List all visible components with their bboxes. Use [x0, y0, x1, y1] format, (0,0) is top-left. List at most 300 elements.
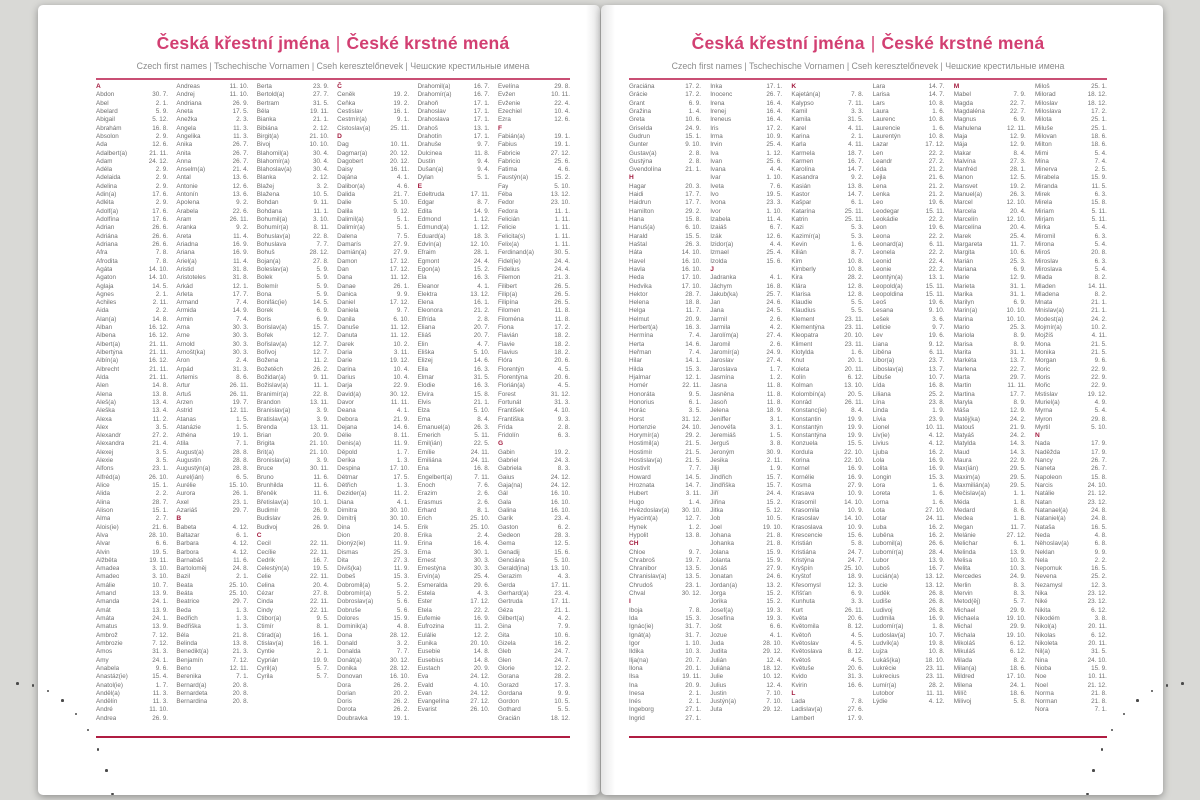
name-row: [337, 249, 409, 257]
name-day-date: 25. 6.: [554, 157, 570, 165]
first-name: Flavie: [497, 340, 515, 348]
first-name: Borek: [256, 307, 274, 315]
first-name: Alžběta: [96, 556, 118, 564]
first-name: Mirela: [1034, 199, 1053, 207]
name-day-date: 14. 1.: [685, 357, 701, 365]
name-day-date: 1. 6.: [932, 490, 945, 498]
name-row: [1035, 349, 1107, 357]
name-day-date: 9. 4.: [477, 166, 490, 174]
name-day-date: 22. 9.: [1009, 457, 1026, 465]
name-row: [1035, 640, 1107, 648]
first-name: Branimír(a): [256, 390, 289, 398]
corner-dots-decoration-right: [1072, 689, 1192, 782]
first-name: Lubomil(a): [872, 540, 903, 548]
name-day-date: 6. 5.: [236, 473, 249, 481]
section-letter: G: [497, 440, 504, 448]
name-row: [629, 515, 701, 523]
first-name: Erna: [417, 548, 431, 556]
first-name: Bořek: [256, 332, 274, 340]
first-name: Julián: [710, 656, 727, 664]
name-row: [337, 241, 409, 249]
name-day-date: 31. 3.: [847, 673, 864, 681]
name-day-date: 6. 9.: [316, 315, 329, 323]
name-day-date: 10. 9.: [847, 490, 864, 498]
name-day-date: 14. 7.: [847, 166, 864, 174]
name-row: [96, 499, 168, 507]
first-name: Lenka: [872, 191, 890, 199]
first-name: Jiljí: [710, 465, 720, 473]
name-day-date: 13. 9.: [152, 606, 168, 614]
first-name: Ludvík(a): [872, 639, 899, 647]
name-day-date: 4. 6.: [396, 182, 410, 190]
first-name: Nancy: [1034, 457, 1053, 465]
name-row: [257, 540, 329, 548]
first-name: Bazil: [176, 573, 191, 581]
name-day-date: 17. 10.: [389, 465, 410, 473]
name-day-date: 11. 4.: [766, 216, 783, 223]
name-day-date: 14. 7.: [847, 191, 864, 199]
first-name: Bernardina: [176, 698, 208, 706]
name-row: [498, 424, 570, 432]
name-day-date: 30. 4.: [313, 166, 329, 174]
name-row: [791, 316, 863, 324]
first-name: Nikol(a): [1034, 623, 1057, 631]
first-name: Miromil: [1034, 232, 1056, 240]
first-name: Grant: [629, 99, 645, 107]
name-row: [791, 183, 863, 191]
name-row: [954, 174, 1026, 182]
name-day-date: 25. 4.: [1009, 232, 1026, 240]
first-name: Ivan: [710, 157, 723, 165]
name-day-date: 4. 4.: [769, 166, 783, 174]
name-day-date: 6. 10.: [393, 315, 410, 323]
name-day-date: 4. 1.: [477, 282, 490, 290]
section-letter: F: [497, 124, 502, 132]
first-name: Antal: [176, 174, 191, 182]
name-day-date: 16. 9.: [232, 240, 249, 248]
first-name: Arne: [176, 332, 190, 340]
first-name: Klement: [791, 315, 815, 323]
name-row: [498, 191, 570, 199]
name-row: [873, 465, 945, 473]
first-name: Lambert: [791, 714, 815, 722]
name-day-date: 18. 7.: [847, 149, 864, 157]
name-day-date: 12. 10.: [1006, 199, 1026, 207]
name-row: [954, 141, 1026, 149]
name-row: [954, 233, 1026, 241]
first-name: Emerich: [417, 432, 441, 440]
first-name: Lora: [872, 482, 886, 489]
name-day-date: 21. 2.: [473, 307, 490, 315]
first-name: Drahomír(a): [417, 91, 452, 99]
name-day-date: 3. 9.: [316, 407, 329, 415]
name-row: [418, 349, 490, 357]
title-separator: |: [870, 33, 876, 53]
name-row: [1035, 391, 1107, 399]
first-name: Marilyn: [953, 299, 975, 307]
name-row: [629, 557, 701, 565]
name-day-date: 21. 8.: [766, 540, 783, 548]
name-day-date: 23. 11.: [844, 340, 864, 348]
first-name: Děpold: [337, 448, 358, 456]
name-row: [337, 199, 409, 207]
name-day-date: 10. 11.: [390, 141, 410, 149]
first-name: Fabius: [497, 141, 517, 149]
first-name: Irma: [710, 132, 723, 140]
name-day-date: 17. 5.: [393, 473, 410, 481]
name-row: [96, 565, 168, 573]
name-day-date: 6. 6.: [155, 540, 168, 548]
name-day-date: 24. 4.: [473, 257, 490, 265]
name-day-date: 5. 10.: [473, 349, 490, 356]
first-name: Genadij: [497, 548, 520, 556]
name-row: [873, 199, 945, 207]
first-name: Mája: [953, 141, 968, 149]
name-day-date: 26. 7.: [232, 157, 249, 165]
first-name: Angelika: [176, 132, 201, 140]
name-day-date: 10. 8.: [847, 265, 864, 273]
first-name: Eustach: [417, 664, 441, 672]
name-row: [418, 682, 490, 690]
name-day-date: 22. 2.: [928, 265, 945, 273]
name-day-date: 6. 9.: [316, 307, 329, 315]
decoration-dot: [16, 682, 19, 685]
first-name: Florián(a): [497, 382, 525, 390]
first-name: Árpád: [176, 365, 194, 373]
name-row: [176, 91, 248, 99]
first-name: Havel: [629, 257, 646, 265]
name-row: [337, 665, 409, 673]
name-day-date: 6. 11.: [929, 349, 945, 356]
name-day-date: 5. 9.: [316, 265, 329, 273]
name-day-date: 1. 11.: [554, 240, 570, 248]
name-day-date: 14. 10.: [148, 274, 168, 282]
name-day-date: 31. 1.: [1009, 282, 1026, 290]
name-row: [791, 648, 863, 656]
name-day-date: 11. 6.: [313, 490, 329, 498]
name-day-date: 19. 5.: [152, 548, 168, 556]
name-day-date: 17. 11.: [551, 581, 570, 589]
first-name: Křesomysl: [791, 581, 821, 589]
first-name: Liana: [872, 340, 888, 348]
first-name: Nikita: [1034, 606, 1051, 614]
first-name: Jindřiška: [710, 482, 736, 489]
first-name: Hypolit: [629, 531, 649, 539]
name-row: [873, 366, 945, 374]
name-day-date: 6. 3.: [1094, 257, 1107, 265]
name-row: [176, 208, 248, 216]
name-day-date: 19. 2.: [393, 91, 410, 99]
name-day-date: 29. 5.: [1009, 473, 1026, 481]
name-day-date: 19. 11.: [682, 673, 701, 681]
first-name: Dalida: [337, 191, 356, 199]
name-row: [1035, 499, 1107, 507]
first-name: Jarolím(a): [710, 332, 739, 340]
name-day-date: 4. 5.: [851, 639, 864, 647]
name-day-date: 27. 10.: [925, 506, 945, 514]
first-name: Hubert: [629, 490, 648, 498]
first-name: Fabián(a): [497, 132, 525, 140]
name-day-date: 16. 10.: [550, 498, 570, 506]
name-row: [710, 706, 782, 714]
name-day-date: 24. 6.: [766, 573, 783, 581]
first-name: Kasandra: [791, 174, 819, 182]
name-row: [498, 382, 570, 390]
name-row: [418, 133, 490, 141]
first-name: Cecil: [256, 540, 271, 548]
name-day-date: 3. 10.: [313, 216, 329, 223]
name-day-date: 2. 6.: [769, 315, 783, 323]
name-row: [791, 532, 863, 540]
first-name: Agnes: [96, 290, 114, 298]
name-row: [418, 607, 490, 615]
first-name: Hostimil(a): [629, 440, 660, 448]
name-day-date: 17. 3.: [554, 681, 570, 689]
first-name: Marisa: [953, 340, 973, 348]
first-name: Jaroslava: [710, 365, 738, 373]
name-row: [176, 465, 248, 473]
first-name: Hroznata: [629, 482, 655, 489]
name-row: [873, 457, 945, 465]
name-day-date: 2. 11.: [152, 299, 168, 307]
name-day-date: 16. 1.: [473, 299, 490, 307]
first-name: Gizela: [497, 639, 516, 647]
name-day-date: 16. 8.: [766, 282, 783, 290]
name-day-date: 9. 12.: [928, 340, 945, 348]
name-day-date: 25. 11.: [844, 216, 864, 223]
first-name: Estela: [417, 590, 436, 598]
name-day-date: 9. 7.: [477, 141, 490, 149]
first-name: Marie: [953, 274, 970, 282]
name-row: [710, 249, 782, 257]
name-day-date: 10. 4.: [393, 365, 410, 373]
first-name: Alvar: [96, 540, 111, 548]
name-row: [873, 557, 945, 565]
name-row: [418, 158, 490, 166]
name-row: [257, 598, 329, 606]
name-day-date: 12. 9.: [1009, 407, 1026, 415]
name-row: [629, 291, 701, 299]
name-day-date: 16. 9.: [928, 457, 945, 465]
name-row: [954, 623, 1026, 631]
name-day-date: 11. 2.: [152, 415, 168, 423]
name-row: [176, 307, 248, 315]
name-row: [710, 125, 782, 133]
first-name: Hilda: [629, 365, 644, 373]
first-name: Donalda: [337, 648, 361, 656]
first-name: André: [96, 706, 113, 714]
first-name: Aram: [176, 216, 192, 223]
first-name: Dimitra: [337, 506, 358, 514]
first-name: Drahuše: [417, 141, 442, 149]
name-row: [629, 482, 701, 490]
name-row: [257, 582, 329, 590]
name-day-date: 30. 4.: [313, 157, 329, 165]
first-name: Michal: [953, 623, 972, 631]
name-day-date: 6. 9.: [1013, 265, 1026, 273]
first-name: Horymír(a): [629, 432, 660, 440]
name-row: [791, 598, 863, 606]
name-day-date: 8. 4.: [477, 415, 490, 423]
name-day-date: 3. 5.: [688, 407, 701, 415]
name-day-date: 30. 9.: [766, 448, 783, 456]
name-row: [176, 349, 248, 357]
name-row: [418, 266, 490, 274]
first-name: Aida: [96, 307, 109, 315]
first-name: Gerhard(a): [497, 590, 529, 598]
name-day-date: 6. 2.: [557, 523, 570, 531]
name-day-date: 16. 4.: [766, 107, 783, 115]
name-row: [337, 648, 409, 656]
name-day-date: 1. 9.: [932, 407, 945, 415]
name-day-date: 12. 2.: [473, 631, 490, 639]
name-day-date: 22. 2.: [928, 232, 945, 240]
name-day-date: 9. 10.: [928, 307, 945, 315]
first-name: Maura: [953, 457, 972, 465]
name-day-date: 16. 1.: [313, 639, 329, 647]
first-name: Laura: [872, 107, 889, 115]
name-day-date: 6. 3.: [557, 432, 570, 440]
name-day-date: 26. 8.: [928, 598, 945, 606]
name-row: [337, 474, 409, 482]
first-name: Adelina: [96, 182, 118, 190]
name-day-date: 2. 2.: [155, 307, 168, 315]
first-name: Frída: [497, 423, 513, 431]
name-day-date: 16. 1.: [313, 631, 329, 639]
name-day-date: 25. 10.: [470, 523, 490, 531]
first-name: Gustav(a): [629, 149, 657, 157]
first-name: Anselm(a): [176, 166, 206, 174]
name-row: [710, 307, 782, 315]
name-row: [710, 391, 782, 399]
first-name: Hostivít: [629, 465, 650, 473]
first-name: Magdaléna: [953, 107, 985, 115]
name-day-date: 24. 12.: [550, 482, 570, 489]
first-name: Engelbert(a): [417, 473, 453, 481]
name-day-date: 26. 3.: [473, 423, 490, 431]
name-day-date: 7. 4.: [236, 299, 249, 307]
header-rule: [96, 78, 570, 80]
section-letter: H: [629, 174, 634, 182]
name-row: [96, 474, 168, 482]
first-name: Beata: [176, 581, 193, 589]
name-row: [418, 141, 490, 149]
name-day-date: 6. 1.: [1013, 540, 1026, 548]
first-name: Mladena: [1034, 290, 1060, 298]
name-row: [1035, 274, 1107, 282]
name-day-date: 29. 7.: [232, 506, 249, 514]
name-day-date: 2. 7.: [155, 515, 168, 523]
name-day-date: 26. 8.: [928, 606, 945, 614]
first-name: Božetěch: [256, 365, 284, 373]
name-row: [176, 432, 248, 440]
name-day-date: 2. 1.: [316, 648, 329, 656]
name-row: [873, 332, 945, 340]
name-row: [418, 399, 490, 407]
name-day-date: 6. 3.: [1094, 191, 1107, 199]
name-row: [418, 540, 490, 548]
name-row: [498, 706, 570, 714]
first-name: Leodegar: [872, 207, 900, 215]
name-row: [337, 573, 409, 581]
name-row: [629, 224, 701, 232]
first-name: Bolemír: [256, 282, 279, 290]
name-row: [96, 158, 168, 166]
name-day-date: 6. 9.: [688, 99, 701, 107]
first-name: Mariana: [953, 265, 977, 273]
name-row: [710, 316, 782, 324]
name-row: [873, 274, 945, 282]
name-day-date: 18. 10.: [925, 656, 945, 664]
name-row: [498, 540, 570, 548]
first-name: Fiona: [497, 324, 514, 332]
name-day-date: 16. 8.: [473, 465, 490, 473]
name-columns: [629, 83, 1107, 735]
name-row: [257, 565, 329, 573]
name-row: [873, 374, 945, 382]
name-row: [176, 424, 248, 432]
first-name: Dagmar(a): [337, 149, 368, 157]
name-day-date: 13. 9.: [1009, 548, 1026, 556]
first-name: Amadea: [96, 565, 120, 573]
name-day-date: 26. 6.: [152, 240, 168, 248]
name-day-date: 7. 12.: [152, 639, 168, 647]
name-row: [710, 258, 782, 266]
first-name: Marita: [953, 349, 972, 356]
name-row: [96, 108, 168, 116]
first-name: Karmela: [791, 149, 815, 157]
name-row: [176, 191, 248, 199]
name-day-date: 22. 2.: [928, 149, 945, 157]
first-name: Fedora: [497, 207, 518, 215]
name-day-date: 15. 5.: [685, 232, 701, 240]
name-row: [873, 299, 945, 307]
name-row: [629, 366, 701, 374]
first-name: Ludomír(a): [872, 623, 904, 631]
first-name: Dora: [337, 681, 351, 689]
name-day-date: 28. 10.: [148, 531, 168, 539]
first-name: Ingeborg: [629, 706, 654, 714]
first-name: Klára: [791, 282, 807, 290]
name-day-date: 29. 9.: [1009, 623, 1026, 631]
first-name: Evan: [417, 689, 432, 697]
first-name: Dejana: [337, 423, 358, 431]
name-row: [873, 540, 945, 548]
name-row: [337, 374, 409, 382]
first-name: Mirka: [1034, 224, 1051, 232]
name-row: [710, 590, 782, 598]
first-name: Alex: [96, 423, 109, 431]
name-row: [176, 133, 248, 141]
first-name: Bertold(a): [256, 91, 285, 99]
name-day-date: 30. 5.: [554, 249, 570, 257]
first-name: Amand: [96, 590, 116, 598]
name-row: [710, 623, 782, 631]
name-day-date: 11. 8.: [766, 390, 783, 398]
name-day-date: 13. 11.: [309, 423, 329, 431]
first-name: Bohumil(a): [256, 216, 288, 223]
name-day-date: 17. 2.: [766, 124, 783, 132]
first-name: Ildika: [629, 648, 644, 656]
name-row: [337, 490, 409, 498]
name-day-date: 17. 6.: [152, 191, 168, 199]
name-row: [498, 648, 570, 656]
first-name: Irenej: [710, 107, 726, 115]
first-name: Martin: [953, 382, 972, 390]
first-name: Leontýn(a): [872, 274, 903, 282]
first-name: Jindřich: [710, 473, 732, 481]
name-row: [96, 623, 168, 631]
